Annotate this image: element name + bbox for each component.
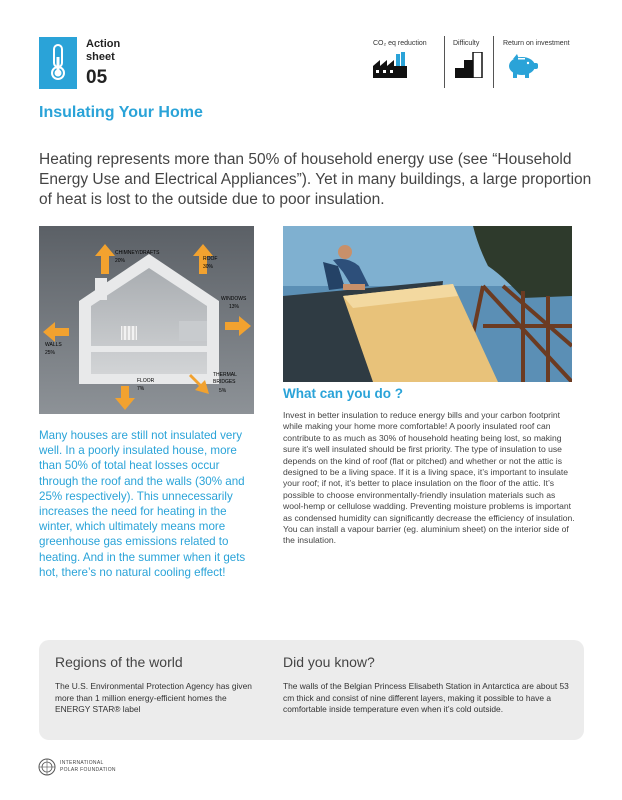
steps-icon — [455, 52, 483, 78]
roof-insulation-photo — [283, 226, 572, 382]
foundation-name: POLAR FOUNDATION — [60, 767, 116, 773]
foundation-name: INTERNATIONAL — [60, 760, 104, 766]
regions-title: Regions of the world — [55, 654, 183, 670]
label-bridges: BRIDGES — [213, 379, 236, 385]
regions-text: The U.S. Environmental Protection Agency has given more than 1 million energy-efficient homes the ENERGY STAR® label — [55, 681, 252, 714]
factory-icon — [373, 52, 407, 78]
did-you-know-title: Did you know? — [283, 654, 375, 670]
label-chimney: CHIMNEY/DRAFTS — [115, 250, 160, 256]
what-can-you-do-body: Invest in better insulation to reduce energy bills and your carbon footprint while making your home more comfortable! A poorly insulated roof can contribute to as much as 30% of household heating being lost, so making sure it’s well insulated should be first priority. The type of insulation to use depends on the kind of roof (flat or pitched) and whether or not the attic is designed to be a living space. If it is a living space, it’s important to insulate your roof; if not, it’s better to place insulation on the floor of the attic. It’s possible to choose environmentally-friendly insulation materials such as wool-hemp or cellulose wadding. Preventing moisture problems is important as condensed humidity can significantly decrease the efficiency of insulation. You can install a vapour barrier (eg. aluminium sheet) on the interior side of the insulation. — [283, 410, 575, 546]
difficulty-caption: Difficulty — [453, 40, 480, 47]
value-walls: 25% — [45, 350, 56, 356]
thermometer-icon — [39, 37, 77, 89]
co2-reduction-caption: CO₂ eq reduction — [373, 40, 427, 47]
label-thermal: THERMAL — [213, 372, 237, 378]
page-title: Insulating Your Home — [39, 104, 203, 121]
highlight-paragraph: Many houses are still not insulated very well. In a poorly insulated house, more than 50% of total heat losses occur through the roof and the walls (30% and 25% respectively). This unnecessarily increases the need for heating in the winter, which ultimately means more greenhouse gas emissions related to heating. And in the summer when it gets hot, there’s no natural cooling effect! — [39, 429, 246, 579]
value-chimney: 20% — [115, 258, 126, 264]
globe-logo-icon — [38, 758, 56, 776]
value-windows: 13% — [229, 304, 240, 310]
intro-paragraph: Heating represents more than 50% of household energy use (see “Household Energy Use and Electrical Appliances”). Yet in many buildings, a large proportion of heat is lost to the outside due to poor insulation. — [39, 151, 592, 208]
label-roof: ROOF — [203, 256, 218, 262]
badge-label-sheet: sheet — [86, 51, 115, 63]
badge-label-action: Action — [86, 38, 121, 50]
label-floor: FLOOR — [137, 378, 155, 384]
label-windows: WINDOWS — [221, 296, 247, 302]
what-can-you-do-heading: What can you do ? — [283, 386, 403, 401]
badge-number: 05 — [86, 67, 108, 88]
roi-caption: Return on investment — [503, 40, 570, 47]
header-divider — [493, 36, 494, 88]
did-you-know-text: The walls of the Belgian Princess Elisabeth Station in Antarctica are about 53 cm thick and consist of nine different layers, making it possible to have a comfortable inside temperature even when it’s cold outside. — [283, 681, 569, 714]
label-walls: WALLS — [45, 342, 62, 348]
value-bridges: 5% — [219, 388, 227, 394]
value-floor: 7% — [137, 386, 145, 392]
action-sheet-badge — [39, 37, 77, 89]
header-divider — [444, 36, 445, 88]
piggy-bank-icon — [507, 54, 539, 78]
value-roof: 30% — [203, 264, 214, 270]
house-heat-loss-diagram — [39, 226, 254, 414]
